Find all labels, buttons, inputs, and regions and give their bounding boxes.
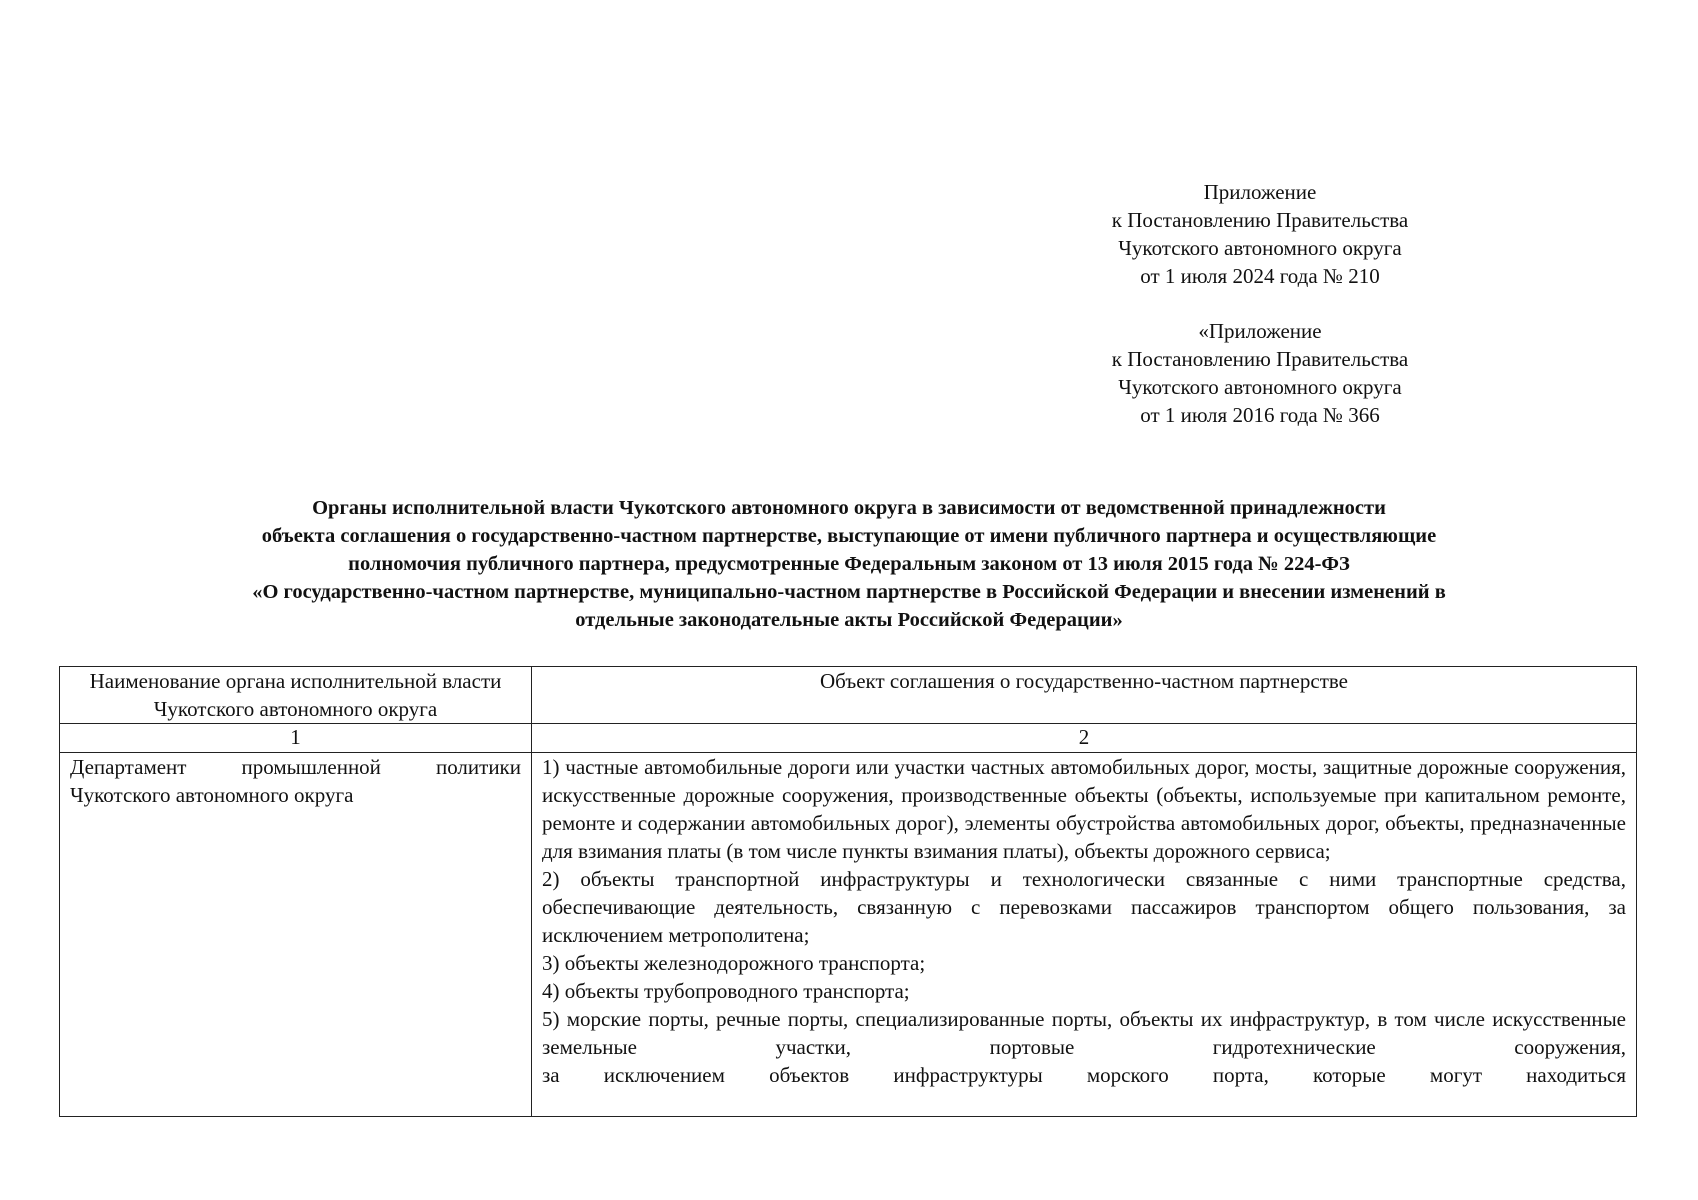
- appendix-line: от 1 июля 2024 года № 210: [1140, 264, 1380, 288]
- title-line: Органы исполнительной власти Чукотского автономного округа в зависимости от ведомственной принадлежности: [312, 497, 1386, 519]
- table-row: [60, 753, 1637, 1117]
- appendix-previous-block: [1040, 317, 1480, 429]
- appendix-line: Чукотского автономного округа: [1118, 236, 1402, 260]
- appendix-line: Чукотского автономного округа: [1118, 375, 1402, 399]
- column-number-row: [60, 724, 1637, 753]
- appendix-line: к Постановлению Правительства: [1111, 347, 1409, 371]
- column-number: 2: [532, 724, 1637, 753]
- table-header-row: [60, 667, 1637, 724]
- appendix-line: к Постановлению Правительства: [1111, 208, 1409, 232]
- header-authority: Наименование органа исполнительной власти Чукотского автономного округа: [60, 667, 532, 724]
- object-item: 4) объекты трубопроводного транспорта;: [542, 979, 910, 1003]
- title-line: «О государственно-частном партнерстве, муниципально-частном партнерстве в Российской Федерации и внесении изменений в: [252, 581, 1446, 603]
- object-item: 2) объекты транспортной инфраструктуры и технологически связанные с ними транспортные средства, обеспечивающие деятельность, связанную с перевозками пассажиров транспортом общего пользования, за исключением метрополитена;: [542, 867, 1626, 947]
- object-item: за исключением объектов инфраструктуры морского порта, которые могут находиться: [542, 1063, 1626, 1087]
- header-object: Объект соглашения о государственно-частном партнерстве: [532, 667, 1637, 724]
- object-item: 5) морские порты, речные порты, специализированные порты, объекты их инфраструктур, в том числе искусственные земельные участки, портовые гидротехнические сооружения,: [542, 1007, 1626, 1059]
- authority-cell: [60, 753, 532, 1117]
- appendix-line: от 1 июля 2016 года № 366: [1140, 403, 1380, 427]
- object-item: 3) объекты железнодорожного транспорта;: [542, 951, 926, 975]
- title-line: отдельные законодательные акты Российской Федерации»: [575, 609, 1123, 631]
- title-line: объекта соглашения о государственно-частном партнерстве, выступающие от имени публичного партнера и осуществляющие: [261, 525, 1437, 547]
- appendix-line: Приложение: [1203, 180, 1317, 204]
- authority-name: Департамент промышленной политики Чукотского автономного округа: [70, 755, 521, 807]
- object-item: 1) частные автомобильные дороги или участки частных автомобильных дорог, мосты, защитные дорожные сооружения, искусственные дорожные сооружения, производственные объекты (объекты, используемые при капитальном ремонте, ремонте и содержании автомобильных дорог), элементы обустройства автомобильных дорог, объекты, предназначенные для взимания платы (в том числе пункты взимания платы), объекты дорожного сервиса;: [542, 755, 1626, 863]
- appendix-current-block: [1040, 178, 1480, 290]
- title-line: полномочия публичного партнера, предусмотренные Федеральным законом от 13 июля 2015 года № 224-ФЗ: [348, 553, 1350, 575]
- column-number: 1: [60, 724, 532, 753]
- authorities-table: [59, 666, 1637, 1117]
- appendix-line: «Приложение: [1198, 319, 1322, 343]
- objects-cell: [532, 753, 1637, 1117]
- document-title: [140, 494, 1558, 634]
